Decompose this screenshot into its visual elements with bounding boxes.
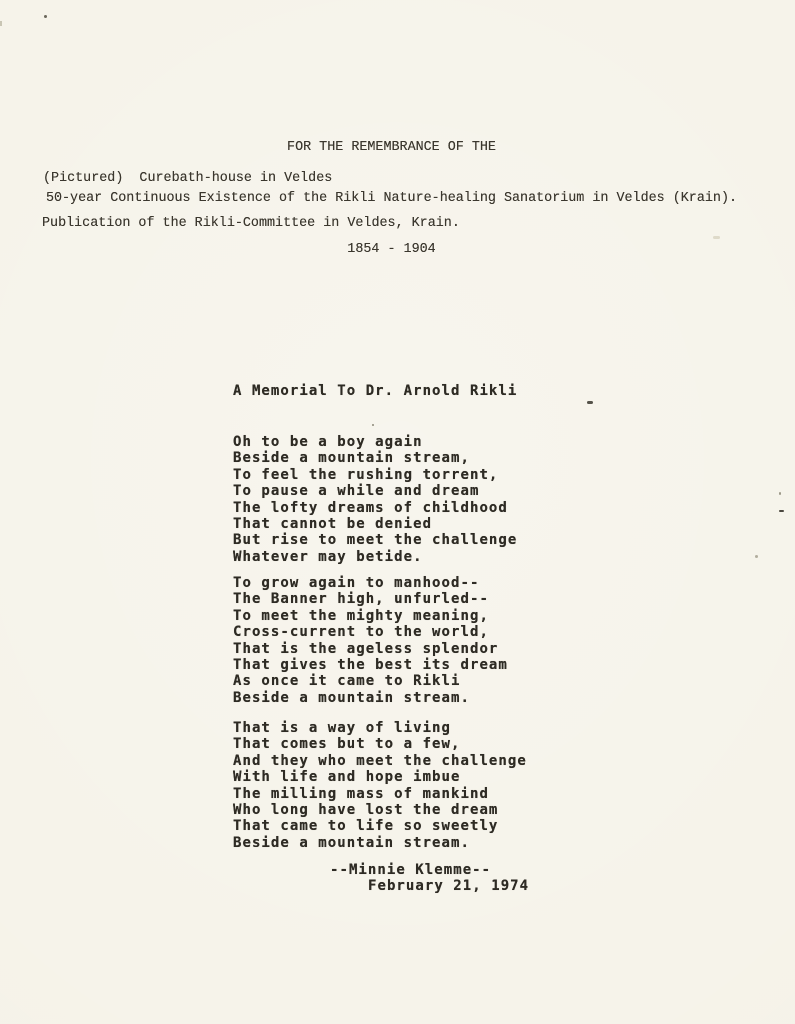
pictured-caption: (Pictured) Curebath-house in Veldes [43, 171, 333, 186]
header-subtitle-line: 50-year Continuous Existence of the Rikli Nature-healing Sanatorium in Veldes (Krain). [45, 191, 738, 206]
paper-speck [713, 236, 720, 239]
poem-line: Oh to be a boy again [233, 434, 423, 450]
header-title-line: FOR THE REMEMBRANCE OF THE [287, 140, 496, 155]
paper-speck [779, 510, 784, 512]
publication-line: Publication of the Rikli-Committee in Veldes, Krain. [42, 216, 460, 231]
poem-line: To meet the mighty meaning, [233, 607, 489, 624]
poem-stanza-2 [233, 575, 508, 706]
poem-line: To pause a while and dream [233, 483, 480, 500]
poem-stanza-1 [233, 434, 517, 565]
poem-line: To grow again to manhood-- [233, 575, 480, 591]
paper-speck [0, 21, 2, 26]
poem-line: That comes but to a few, [233, 736, 461, 753]
paper-speck [44, 15, 47, 18]
paper-speck [372, 424, 374, 426]
poem-line: Who long have lost the dream [233, 802, 499, 819]
paper-speck [779, 492, 781, 495]
poem-stanza-3 [233, 720, 527, 851]
paper-speck [755, 555, 758, 558]
poem-line: Whatever may betide. [233, 548, 423, 565]
poem-line: That is the ageless splendor [233, 640, 499, 657]
poem-line: That cannot be denied [233, 516, 433, 533]
poem-line: But rise to meet the challenge [233, 532, 518, 549]
poem-title: A Memorial To Dr. Arnold Rikli [233, 383, 518, 399]
poem-line: Cross-current to the world, [233, 624, 489, 641]
poem-line: The lofty dreams of childhood [233, 499, 508, 516]
poem-line: And they who meet the challenge [233, 752, 527, 769]
poem-line: That is a way of living [233, 720, 452, 736]
poem-line: Beside a mountain stream, [233, 450, 470, 467]
poem-line: The Banner high, unfurled-- [233, 591, 489, 608]
poem-line: To feel the rushing torrent, [233, 466, 499, 483]
header-years-line: 1854 - 1904 [347, 242, 436, 257]
document-header [0, 105, 789, 292]
poem-line: The milling mass of mankind [233, 785, 489, 802]
poem-line: That gives the best its dream [233, 657, 508, 674]
poem-line: That came to life so sweetly [233, 818, 499, 835]
poem-date: February 21, 1974 [368, 878, 530, 894]
poem-line: With life and hope imbue [233, 769, 461, 786]
poem-attribution: --Minnie Klemme-- [330, 862, 492, 878]
paper-speck [587, 401, 593, 404]
poem-line: As once it came to Rikli [233, 673, 461, 690]
poem-line: Beside a mountain stream. [233, 834, 470, 851]
poem-line: Beside a mountain stream. [233, 689, 470, 706]
